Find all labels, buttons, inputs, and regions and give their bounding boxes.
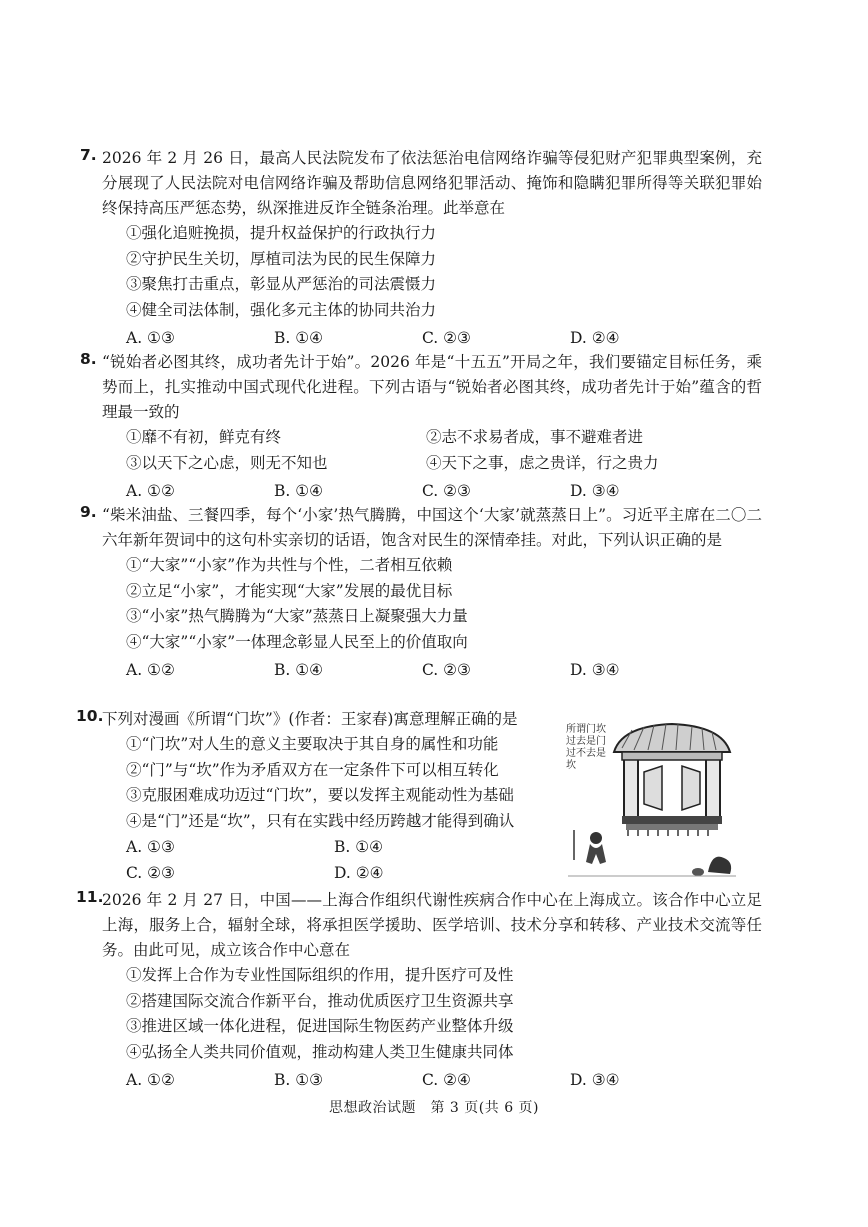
choice-d[interactable]: D. ②④	[570, 329, 620, 347]
choice-d[interactable]: D. ③④	[570, 482, 620, 500]
statement-2: ②立足“小家”，才能实现“大家”发展的最优目标	[126, 581, 453, 600]
statement-3: ③克服困难成功迈过“门坎”，要以发挥主观能动性为基础	[126, 786, 514, 804]
answer-choices-row2	[102, 860, 542, 886]
statement-3: ③以天下之心虑，则无不知也	[126, 453, 328, 472]
choice-c[interactable]: C. ②③	[126, 864, 175, 882]
question-stem: “柴米油盐、三餐四季，每个‘小家’热气腾腾，中国这个‘大家’就蒸蒸日上”。习近平主席在二〇二六年新年贺词中的这句朴实亲切的话语，饱含对民生的深情牵挂。对此，下列认识正确的是	[102, 506, 762, 549]
statement-4: ④健全司法体制，强化多元主体的协同共治力	[126, 300, 437, 319]
choice-a[interactable]: A. ①③	[126, 329, 175, 347]
choice-d[interactable]: D. ②④	[334, 864, 384, 882]
question-9	[80, 503, 762, 683]
choice-b[interactable]: B. ①④	[274, 329, 324, 347]
answer-choices	[102, 478, 762, 504]
statement-1: ①“门坎”对人生的意义主要取决于其自身的属性和功能	[126, 735, 499, 753]
answer-choices	[102, 1067, 762, 1093]
question-number: 11.	[76, 888, 104, 906]
question-11	[76, 888, 762, 1093]
question-number: 9.	[80, 503, 97, 521]
choice-a[interactable]: A. ①②	[126, 1071, 175, 1089]
statement-4: ④弘扬全人类共同价值观，推动构建人类卫生健康共同体	[126, 1042, 514, 1061]
choice-b[interactable]: B. ①④	[274, 482, 324, 500]
statement-3: ③推进区域一体化进程，促进国际生物医药产业整体升级	[126, 1017, 514, 1035]
answer-choices	[102, 657, 762, 683]
choice-d[interactable]: D. ③④	[570, 1071, 620, 1089]
question-8	[80, 350, 762, 504]
choice-c[interactable]: C. ②③	[422, 329, 471, 347]
cartoon-illustration	[562, 712, 740, 882]
choice-b[interactable]: B. ①④	[274, 661, 324, 679]
choice-c[interactable]: C. ②③	[422, 661, 471, 679]
statement-4: ④天下之事，虑之贵详，行之贵力	[426, 453, 659, 472]
question-stem: 2026 年 2 月 27 日，中国——上海合作组织代谢性疾病合作中心在上海成立。该合作中心立足上海，服务上合，辐射全球，将承担医学援助、医学培训、技术分享和转移、产业技术交流等任务。由此可见，成立该合作中心意在	[102, 891, 762, 959]
page-footer: 思想政治试题 第 3 页(共 6 页)	[328, 1100, 540, 1116]
question-stem: “锐始者必图其终，成功者先计于始”。2026 年是“十五五”开局之年，我们要锚定目标任务，乘势而上，扎实推动中国式现代化进程。下列古语与“锐始者必图其终，成功者先计于始”蕴含的哲理最一致的	[102, 353, 762, 421]
question-stem: 下列对漫画《所谓“门坎”》(作者：王家春)寓意理解正确的是	[102, 710, 518, 728]
statement-row	[102, 425, 762, 451]
statement-1: ①强化追赃挽损，提升权益保护的行政执行力	[126, 224, 437, 242]
statement-2: ②守护民生关切，厚植司法为民的民生保障力	[126, 249, 437, 268]
answer-choices	[102, 325, 762, 351]
choice-b[interactable]: B. ①③	[274, 1071, 324, 1089]
question-number: 7.	[80, 146, 97, 164]
statement-1: ①“大家”“小家”作为共性与个性，二者相互依赖	[126, 556, 453, 574]
question-number: 10.	[76, 707, 104, 725]
question-10	[76, 707, 542, 886]
answer-choices-row1	[102, 834, 542, 860]
cartoon-caption: 所谓门坎过去是门过不去是坎	[566, 724, 606, 771]
choice-c[interactable]: C. ②④	[422, 1071, 471, 1089]
statement-2: ②“门”与“坎”作为矛盾双方在一定条件下可以相互转化	[126, 760, 499, 779]
statement-1: ①靡不有初，鲜克有终	[126, 428, 282, 446]
choice-a[interactable]: A. ①②	[126, 482, 175, 500]
question-7	[80, 146, 762, 351]
choice-a[interactable]: A. ①②	[126, 661, 175, 679]
statement-2: ②搭建国际交流合作新平台，推动优质医疗卫生资源共享	[126, 991, 514, 1010]
statement-row	[102, 451, 762, 477]
question-stem: 2026 年 2 月 26 日，最高人民法院发布了依法惩治电信网络诈骗等侵犯财产犯罪典型案例，充分展现了人民法院对电信网络诈骗及帮助信息网络犯罪活动、掩饰和隐瞒犯罪所得等关联犯罪始终保持高压严惩态势，纵深推进反诈全链条治理。此举意在	[102, 149, 762, 217]
choice-c[interactable]: C. ②③	[422, 482, 471, 500]
choice-d[interactable]: D. ③④	[570, 661, 620, 679]
statement-3: ③“小家”热气腾腾为“大家”蒸蒸日上凝聚强大力量	[126, 607, 468, 625]
statement-1: ①发挥上合作为专业性国际组织的作用，提升医疗可及性	[126, 966, 514, 984]
choice-a[interactable]: A. ①③	[126, 838, 175, 856]
statement-4: ④“大家”“小家”一体理念彰显人民至上的价值取向	[126, 632, 468, 651]
choice-b[interactable]: B. ①④	[334, 838, 384, 856]
statement-4: ④是“门”还是“坎”，只有在实践中经历跨越才能得到确认	[126, 811, 515, 830]
statement-2: ②志不求易者成，事不避难者进	[426, 428, 644, 446]
statement-3: ③聚焦打击重点，彰显从严惩治的司法震慑力	[126, 275, 437, 293]
question-number: 8.	[80, 350, 97, 368]
